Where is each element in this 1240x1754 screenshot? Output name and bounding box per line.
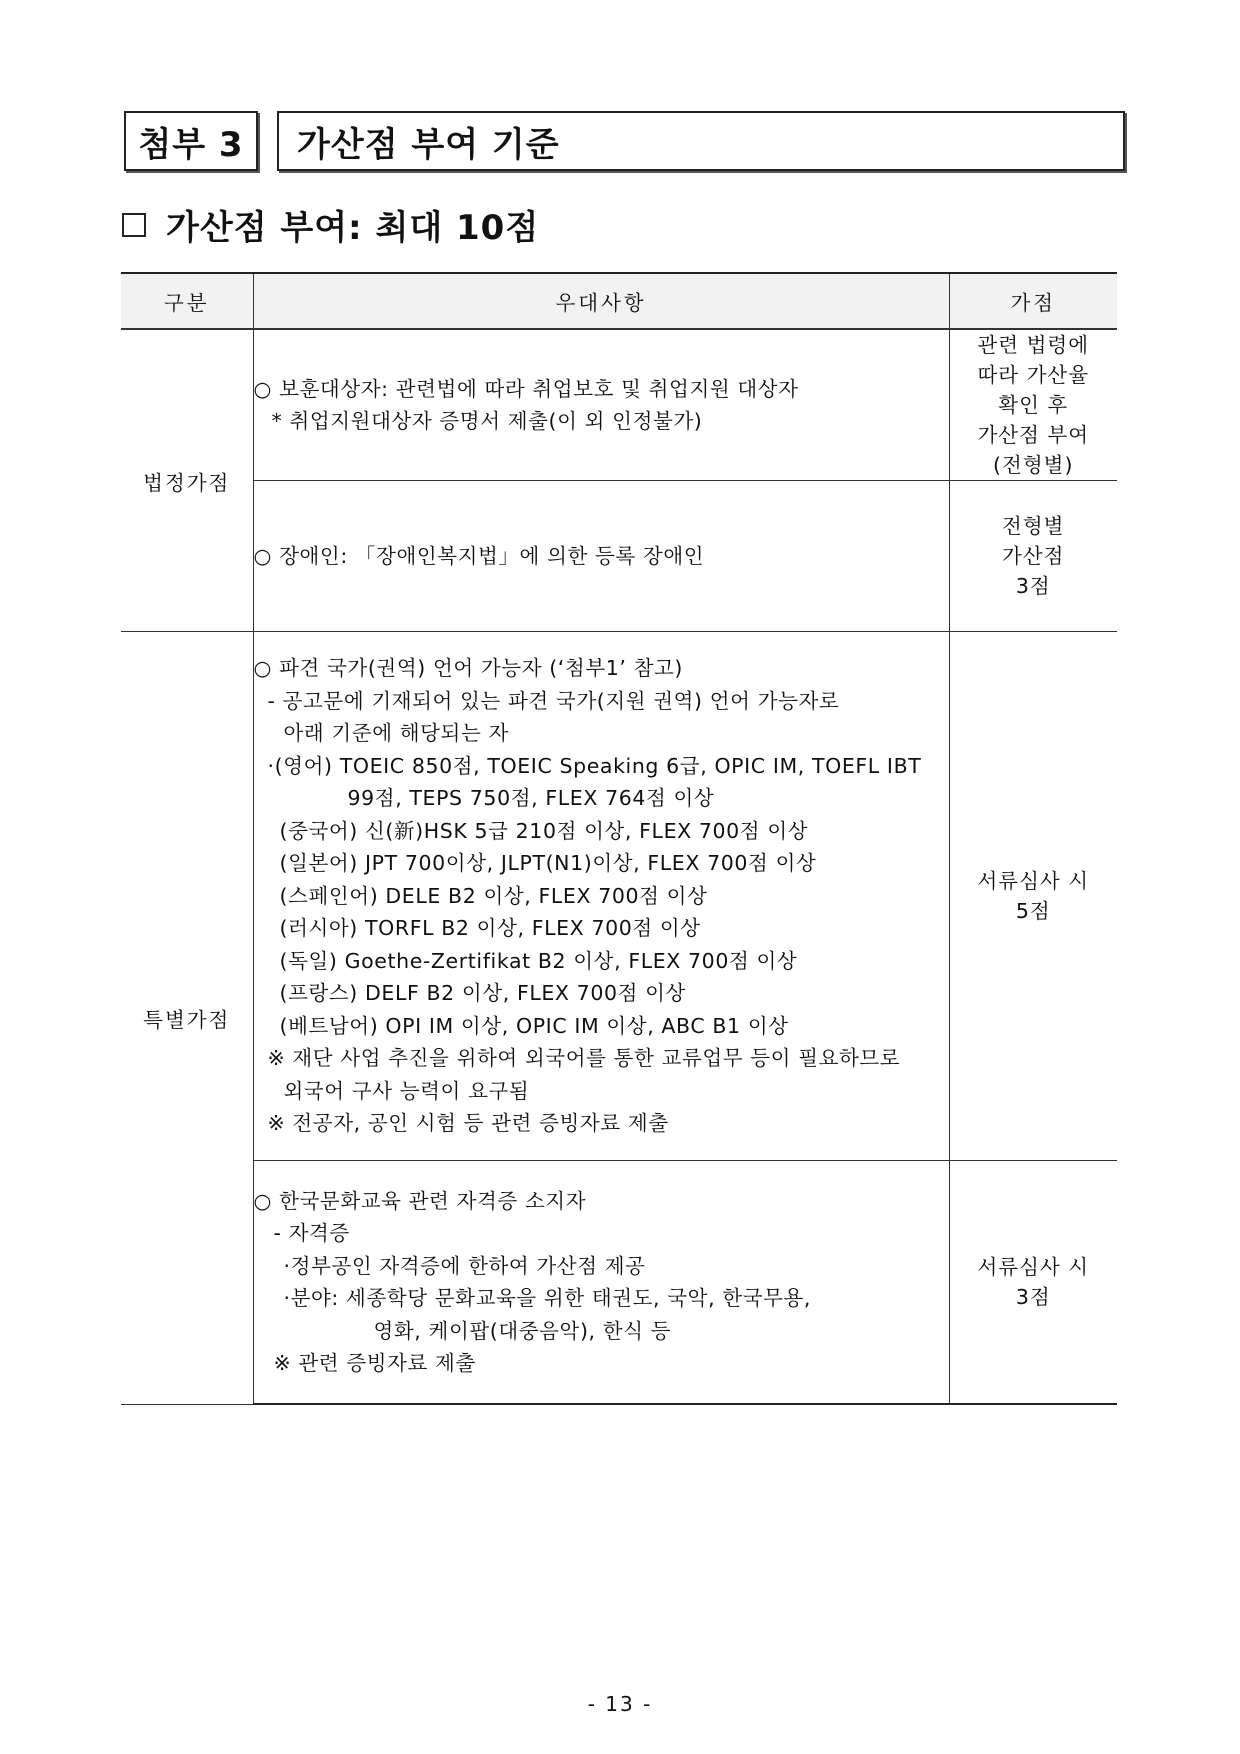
- points-line: 확인 후: [998, 393, 1069, 417]
- points-veterans: [949, 329, 1117, 481]
- points-language: [949, 632, 1117, 1161]
- header-preference: 우대사항: [253, 273, 949, 329]
- points-line: 관련 법령에: [977, 333, 1090, 357]
- detail-line: ○ 장애인: 「장애인복지법」에 의한 등록 장애인: [253, 543, 705, 568]
- table-row: [121, 329, 1117, 481]
- points-line: 따라 가산율: [977, 363, 1090, 387]
- points-line: 가산점 부여: [977, 423, 1090, 447]
- detail-line: 영화, 케이팝(대중음악), 한식 등: [373, 1318, 672, 1343]
- detail-line: ○ 파견 국가(권역) 언어 가능자 (‘첨부1’ 참고): [253, 656, 683, 681]
- detail-line: ·정부공인 자격증에 한하여 가산점 제공: [283, 1253, 646, 1278]
- detail-language: [253, 632, 949, 1161]
- points-line: 5점: [1015, 899, 1051, 923]
- detail-line: ※ 전공자, 공인 시험 등 관련 증빙자료 제출: [267, 1111, 669, 1136]
- detail-line: (러시아) TORFL B2 이상, FLEX 700점 이상: [279, 916, 701, 941]
- detail-line: - 공고문에 기재되어 있는 파견 국가(지원 권역) 언어 가능자로: [267, 688, 840, 713]
- title-row: [124, 111, 1127, 173]
- detail-line: ※ 재단 사업 추진을 위하여 외국어를 통한 교류업무 등이 필요하므로: [267, 1046, 901, 1071]
- detail-line: 외국어 구사 능력이 요구됨: [283, 1078, 530, 1103]
- points-disability: [949, 481, 1117, 632]
- checkbox-square-icon: [122, 213, 146, 237]
- category-legal: 법정가점: [121, 329, 253, 632]
- points-line: 서류심사 시: [977, 1255, 1090, 1279]
- detail-disability: [253, 481, 949, 632]
- category-special: 특별가점: [121, 632, 253, 1405]
- section-heading-text: 가산점 부여: 최대 10점: [166, 208, 540, 248]
- detail-line: ○ 보훈대상자: 관련법에 따라 취업보호 및 취업지원 대상자: [253, 376, 799, 401]
- table-row: [121, 1161, 1117, 1405]
- header-category: 구분: [121, 273, 253, 329]
- detail-line: (스페인어) DELE B2 이상, FLEX 700점 이상: [279, 883, 708, 908]
- detail-culture-certificate: [253, 1161, 949, 1405]
- detail-line: (프랑스) DELF B2 이상, FLEX 700점 이상: [279, 981, 686, 1006]
- points-culture-certificate: [949, 1161, 1117, 1405]
- table-row: [121, 481, 1117, 632]
- detail-line: - 자격증: [273, 1221, 350, 1245]
- detail-line: ·(영어) TOEIC 850점, TOEIC Speaking 6급, OPIC IM, TOEFL IBT: [267, 753, 922, 778]
- points-line: 3점: [1015, 574, 1051, 598]
- detail-line: (중국어) 신(新)HSK 5급 210점 이상, FLEX 700점 이상: [279, 818, 809, 843]
- detail-veterans: [253, 329, 949, 481]
- detail-line: (베트남어) OPI IM 이상, OPIC IM 이상, ABC B1 이상: [279, 1013, 789, 1038]
- table-header-row: [121, 273, 1117, 329]
- detail-line: * 취업지원대상자 증명서 제출(이 외 인정불가): [271, 409, 703, 433]
- points-line: 서류심사 시: [977, 869, 1090, 893]
- points-line: 3점: [1015, 1285, 1051, 1309]
- section-heading: [122, 200, 539, 249]
- detail-line: (일본어) JPT 700이상, JLPT(N1)이상, FLEX 700점 이상: [279, 851, 817, 876]
- header-points: 가점: [949, 273, 1117, 329]
- detail-line: 아래 기준에 해당되는 자: [283, 721, 509, 746]
- points-line: (전형별): [993, 453, 1074, 477]
- attachment-badge: 첨부 3: [124, 111, 258, 171]
- detail-line: ※ 관련 증빙자료 제출: [273, 1351, 476, 1375]
- detail-line: (독일) Goethe-Zertifikat B2 이상, FLEX 700점 이상: [279, 948, 798, 973]
- detail-line: ○ 한국문화교육 관련 자격증 소지자: [253, 1188, 587, 1213]
- points-line: 가산점: [1002, 544, 1065, 568]
- criteria-table: [121, 272, 1117, 1405]
- points-line: 전형별: [1002, 514, 1065, 538]
- page-title: 가산점 부여 기준: [277, 111, 1125, 171]
- page-number: - 13 -: [587, 1692, 653, 1716]
- table-row: [121, 632, 1117, 1161]
- detail-line: ·분야: 세종학당 문화교육을 위한 태권도, 국악, 한국무용,: [283, 1286, 812, 1310]
- detail-line: 99점, TEPS 750점, FLEX 764점 이상: [347, 786, 715, 811]
